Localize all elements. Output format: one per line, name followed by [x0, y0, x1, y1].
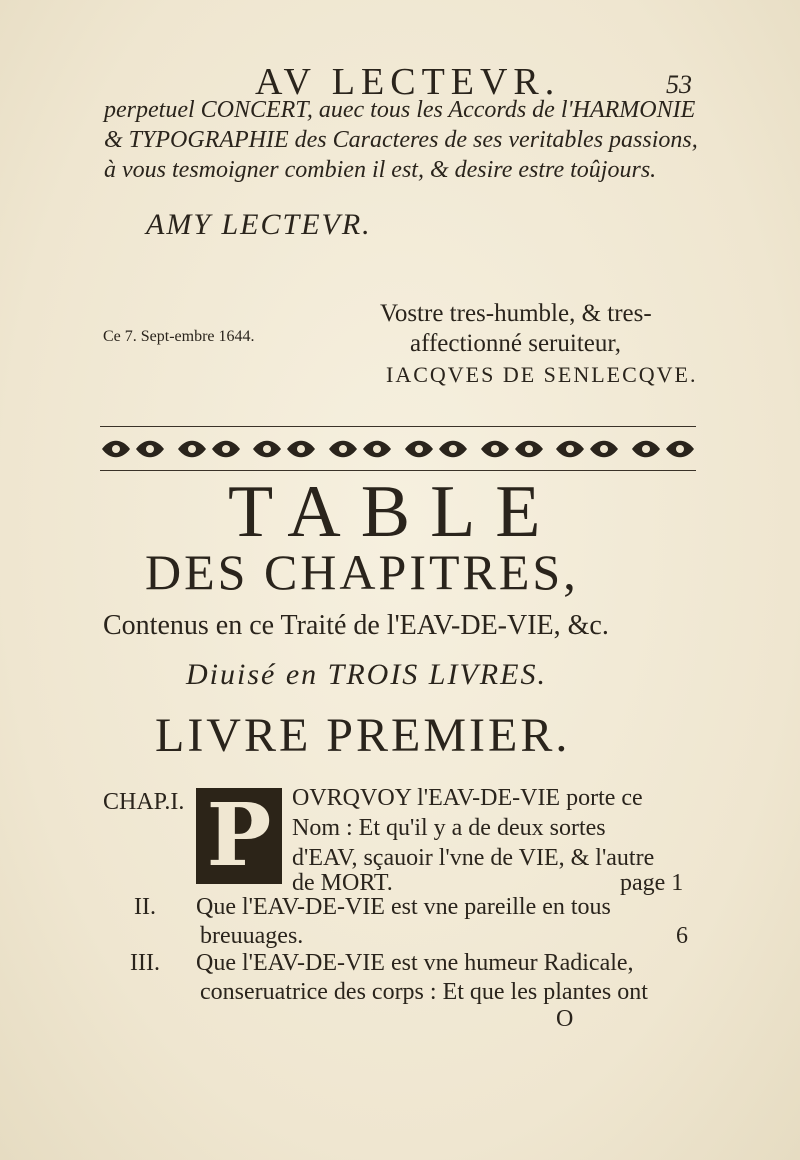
toc-item-2-page: 6 — [676, 923, 688, 949]
drop-cap — [196, 785, 282, 886]
toc-item-1-line-4: de MORT. — [292, 870, 393, 896]
running-title: AV LECTEVR. — [255, 61, 561, 103]
toc-item-1-line-1: OVRQVOY l'EAV-DE-VIE porte ce — [292, 785, 643, 811]
toc-item-2-number: II. — [134, 894, 156, 920]
intro-line-3: à vous tesmoigner combien il est, & desire estre toûjours. — [104, 157, 657, 183]
catchword: O — [556, 1006, 574, 1032]
ornament-icon — [403, 436, 469, 462]
toc-item-3-line-1: Que l'EAV-DE-VIE est vne humeur Radicale, — [196, 950, 634, 976]
toc-item-1-page: page 1 — [620, 870, 684, 896]
drop-cap-letter: P — [206, 785, 272, 886]
toc-item-1-line-3: d'EAV, sçauoir l'vne de VIE, & l'autre — [292, 845, 655, 871]
signature-line-1: Vostre tres-humble, & tres- — [380, 300, 652, 327]
date-line: Ce 7. Sept-embre 1644. — [103, 328, 255, 345]
contents-line: Contenus en ce Traité de l'EAV-DE-VIE, &c. — [103, 610, 609, 641]
ornament-icon — [479, 436, 545, 462]
title-subheading: DES CHAPITRES, — [145, 544, 579, 600]
chapter-label: CHAP.I. — [103, 789, 185, 815]
table-title: TABLE — [228, 471, 561, 553]
intro-line-1: perpetuel CONCERT, auec tous les Accords de l'HARMONIE — [104, 97, 696, 123]
ornament-icon — [630, 436, 696, 462]
signature-line-3: IACQVES DE SENLECQVE. — [386, 362, 698, 387]
toc-item-1-line-2: Nom : Et qu'il y a de deux sortes — [292, 815, 606, 841]
ornament-icon — [251, 436, 317, 462]
book-title: LIVRE PREMIER. — [155, 709, 571, 762]
page-number: 53 — [666, 70, 692, 99]
toc-item-3-number: III. — [130, 950, 160, 976]
ornament-icon — [327, 436, 393, 462]
toc-item-2-line-2: breuuages. — [200, 923, 304, 949]
top-rule — [100, 426, 696, 427]
ornament-icon — [554, 436, 620, 462]
ornament-icon — [100, 436, 166, 462]
toc-item-2-line-1: Que l'EAV-DE-VIE est vne pareille en tous — [196, 894, 611, 920]
salutation: AMY LECTEVR. — [146, 208, 372, 241]
ornament-icon — [176, 436, 242, 462]
signature-line-2: affectionné seruiteur, — [410, 330, 621, 357]
toc-item-3-line-2: conseruatrice des corps : Et que les plantes ont — [200, 979, 648, 1005]
divise-line: Diuisé en TROIS LIVRES. — [186, 658, 547, 691]
ornament-band — [100, 432, 696, 466]
intro-line-2: & TYPOGRAPHIE des Caracteres de ses veritables passions, — [104, 127, 698, 153]
